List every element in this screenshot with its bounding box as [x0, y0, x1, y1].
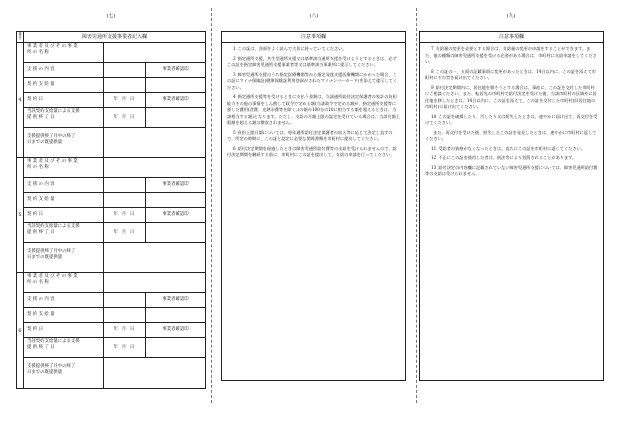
form-header [17, 32, 205, 43]
contract-end-date-row: 当該契約支給量による支援 提 供 終 了 日 年 月 日 [24, 223, 205, 243]
contract-end-date-field[interactable]: 年 月 日 [104, 338, 146, 357]
support-content-row [24, 63, 205, 78]
contract-amount-row: 契 約 支 給 量 [24, 308, 205, 323]
note-item: 3 障害児通所支援のうち指定医療機関等から指定発達支援医療機関にかかった場合、この証にマイナ保険証(健康保険証利用登録がされたマイナンバーカード)を添えて提示してください。 [227, 71, 398, 90]
note-item: 8 この証の一、五面の記載事項に変更があったときは、14日以内に、この証を添えて市町村にその旨を届け出てください。 [425, 68, 596, 80]
support-content-field[interactable] [104, 63, 146, 77]
ended-amount-field[interactable] [104, 128, 205, 158]
note-item: 9 給付決定期間内に、居住地を移そうとする場合は、事前に、この証を交付した市町村にご相談ください。また、転居先の市町村で給付決定を受けた後、当該市町村の区域外に居住地を移したときは、14日以内に、この証を添えて、この証を交付した市町村(旧居住地の市町村)に届け出てください。 [425, 84, 597, 109]
support-content-field[interactable] [104, 178, 146, 192]
contract-amount-row [24, 78, 205, 93]
contract-date-field[interactable]: 年 月 日 [104, 323, 146, 337]
note-item: 6 給付決定期間を経過したときは障害児通所給付費等の支給を受けられませんので、給付決定期間を継続する前に、市町村にこの証を提出して、支給の申請を行ってください。 [227, 145, 397, 157]
block-number: 6 [17, 273, 24, 388]
panel-number-right: (九) [506, 13, 516, 19]
note-item: 4 指定通所支援等を受けるときに支払う金額は、当該通所給付決定保護者の家計の負担能力その他の事情をしん酌して政令で定める額(当該政令で定める額が、指定通所支援等に要した費用(食費、光熱水費等を除く。)の額の100分の10に相当する額を超えるときは、当該相当する額)となります。ただし、支給の月額上限の認定を受けている場合は、当該月額上限額を超える額は徴収されません。 [227, 94, 400, 125]
notes-title: 注意事項欄 [420, 32, 603, 43]
provider-name-field[interactable] [104, 43, 205, 62]
provider-name-label-1: 事 業 者 及 び そ の 事 業 [27, 44, 78, 49]
fold-line-left [211, 8, 212, 403]
contract-date-row: 契 約 日 年 月 日 事業者確認印 [24, 208, 205, 223]
note-item: 11 受給者の資格がなくなったときは、直ちにこの証を市町村に返してください。 [431, 145, 585, 151]
support-content-field[interactable] [104, 293, 146, 307]
provider-entry-block [17, 43, 205, 158]
provider-entry-block [17, 158, 205, 273]
contract-end-date-field[interactable]: 年 月 日 [104, 108, 146, 127]
note-item: 13 給付決定の内容欄に記載されていない障害児通所支援については、障害児通所給付費等の支給は受けられません。 [425, 164, 598, 176]
contract-end-label-2: 提 供 終 了 日 [27, 115, 55, 121]
ended-amount-label-1: 支援提供終了月中の終了 [27, 134, 76, 139]
contract-date-field[interactable]: 年 月 日 [104, 208, 146, 222]
provider-confirm-seal-box[interactable]: 事業者確認印 [162, 212, 189, 217]
note-item: また、再交付を受けた後、紛失したこの証を発見したときは、速やかに市町村に返してください。 [425, 129, 597, 141]
provider-confirm-seal-box[interactable]: 事業者確認印 [162, 297, 189, 302]
contract-end-date-row: 当該契約支給量による支援 提 供 終 了 日 年 月 日 [24, 338, 205, 358]
fold-line-right [416, 8, 417, 403]
note-item: 2 指定通所支援、共生型通所支援又は基準該当通所支援を受けようとするときは、必ずこの証を指定障害児通所支援事業者等又は基準該当事業所に提示してください。 [227, 55, 397, 67]
contract-date-label: 契 約 日 [27, 97, 43, 102]
support-content-row: 支 援 の 内 容 事業者確認印 [24, 178, 205, 193]
contract-end-date-row [24, 108, 205, 128]
contract-amount-field[interactable] [104, 193, 146, 207]
ended-amount-field[interactable] [104, 243, 205, 273]
provider-confirm-seal-box[interactable] [146, 63, 205, 77]
ended-amount-field[interactable] [104, 358, 205, 388]
block-number: 5 [17, 158, 24, 272]
ended-amount-row: 支援提供終了月中の終了 日までの既提供量 [24, 358, 205, 388]
provider-name-label-2: 所 の 名 称 [27, 50, 49, 56]
provider-confirm-seal-box[interactable]: 事業者確認印 [162, 182, 189, 187]
ended-amount-label-2: 日までの既提供量 [27, 140, 63, 146]
provider-name-field[interactable] [104, 158, 205, 177]
support-content-label: 支 援 の 内 容 [27, 67, 55, 72]
provider-name-field[interactable] [104, 273, 205, 292]
contract-amount-label: 契 約 支 給 量 [27, 82, 55, 87]
notes-panel-middle [221, 31, 406, 381]
contract-date-field[interactable]: 年 月 日 [104, 93, 146, 107]
notes-panel-right [419, 31, 604, 381]
note-item: 7 支給量の変更を必要とする場合は、支給量の変更の申請をすることができます。また、他の種類の障害児通所支援を受ける必要がある場合は、市町村に支給申請をしてください。 [425, 46, 597, 64]
notes-list [222, 43, 405, 165]
form-title: 障害児通所支援事業者記入欄 [81, 34, 147, 40]
provider-name-row: 事 業 者 及 び そ の 事 業 所 の 名 称 [24, 273, 205, 293]
provider-confirm-label: 事業者確認印 [162, 67, 189, 72]
provider-entry-block [17, 273, 205, 388]
provider-confirm-seal-box[interactable]: 事業者確認印 [162, 327, 189, 332]
note-item: 1 この証は、各面をよく読んで大切に持っていてください。 [233, 46, 347, 51]
contract-date-row: 契 約 日 年 月 日 事業者確認印 [24, 323, 205, 338]
block-number: 4 [17, 43, 24, 157]
ended-amount-row [24, 128, 205, 158]
contract-end-label-1: 当該契約支給量による支援 [27, 109, 80, 114]
provider-entry-form [16, 31, 206, 389]
contract-amount-field[interactable] [104, 78, 146, 92]
provider-name-row: 事 業 者 及 び そ の 事 業 所 の 名 称 [24, 158, 205, 178]
ended-amount-row: 支援提供終了月中の終了 日までの既提供量 [24, 243, 205, 273]
note-item: 10 この証を破損したり、汚したり又は紛失したときは、速やかに届け出て、再交付を受けてください。 [425, 113, 598, 125]
notes-title: 注意事項欄 [222, 32, 405, 43]
provider-name-row [24, 43, 205, 63]
provider-confirm-seal-box[interactable]: 事業者確認印 [162, 97, 189, 102]
panel-number-left: (七) [106, 13, 116, 19]
contract-end-date-field[interactable]: 年 月 日 [104, 223, 146, 242]
note-item: 5 負担上限月額については、毎年通所給付決定保護者の収入等に応じて決定し直すので、所定の時期に、この証と認定に必要な関係書類を市町村に提出してください。 [227, 129, 393, 141]
contract-amount-row: 契 約 支 給 量 [24, 193, 205, 208]
order-number-header: 番号 [17, 32, 24, 43]
support-content-row: 支 援 の 内 容 事業者確認印 [24, 293, 205, 308]
contract-date-row [24, 93, 205, 108]
notes-list [420, 43, 603, 184]
panel-number-middle: (八) [309, 13, 319, 19]
note-item: 12 不正にこの証を使用した者は、刑法等により処罰されることがあります。 [431, 155, 577, 160]
contract-amount-field[interactable] [104, 308, 146, 322]
